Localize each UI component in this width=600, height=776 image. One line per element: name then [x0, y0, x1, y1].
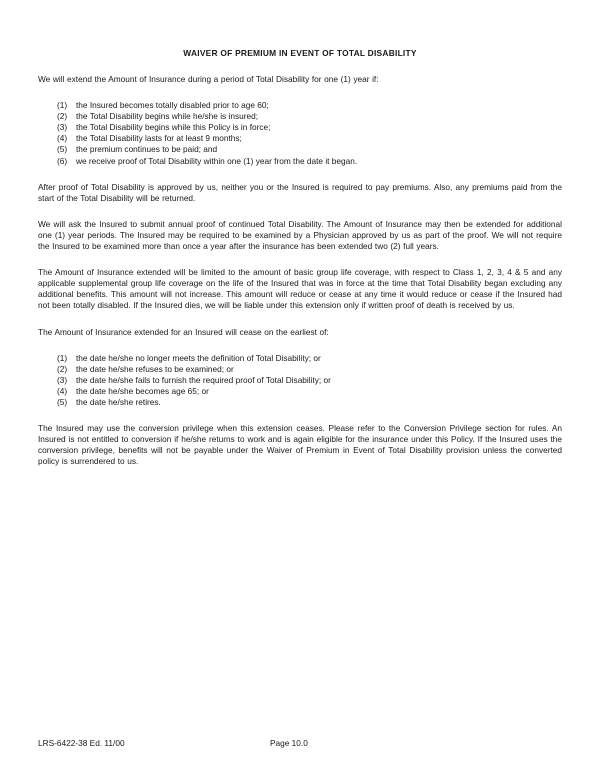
list-item-text: the Total Disability begins while he/she is insured;	[76, 111, 259, 122]
cease-conditions-list	[38, 353, 562, 408]
paragraph-amount-limit: The Amount of Insurance extended will be limited to the amount of basic group life coverage, with respect to Class 1, 2, 3, 4 & 5 and any applicable supplemental group life coverage on the life of the Insured that was in force at the time that Total Disability began excluding any additional benefits. This amount will not increase. This amount will reduce or cease at any time it would reduce or cease if the Insured had not been totally disabled. If the Insured dies, we will be liable under this extension only if written proof of death is received by us.	[38, 267, 562, 311]
list-item	[38, 100, 562, 111]
list-item-text: the Insured becomes totally disabled prior to age 60;	[76, 100, 269, 111]
list-item-text: the Total Disability lasts for at least 9 months;	[76, 133, 242, 144]
list-item-text: the date he/she refuses to be examined; or	[76, 363, 234, 374]
list-item	[38, 156, 562, 167]
list-marker: (1)	[57, 100, 68, 111]
list-item-text: we receive proof of Total Disability within one (1) year from the date it began.	[76, 155, 358, 166]
list-item	[38, 353, 562, 364]
list-marker: (2)	[57, 111, 68, 122]
list-marker: (6)	[57, 155, 68, 166]
list-item-text: the Total Disability begins while this Policy is in force;	[76, 122, 271, 133]
list-item-text: the date he/she fails to furnish the required proof of Total Disability; or	[76, 374, 331, 385]
intro-paragraph: We will extend the Amount of Insurance during a period of Total Disability for one (1) year if:	[38, 74, 379, 84]
list-marker: (3)	[57, 122, 68, 133]
list-item	[38, 397, 562, 408]
list-item	[38, 122, 562, 133]
paragraph-after-proof: After proof of Total Disability is approved by us, neither you or the Insured is required to pay premiums. Also, any premiums paid from the start of the Total Disability will be returned.	[38, 181, 562, 203]
list-item	[38, 144, 562, 155]
form-number: LRS-6422-38 Ed. 11/00	[38, 738, 125, 748]
list-marker: (2)	[57, 363, 68, 374]
document-body	[38, 48, 562, 467]
list-marker: (5)	[57, 144, 68, 155]
paragraph-annual-proof: We will ask the Insured to submit annual proof of continued Total Disability. The Amount of Insurance may then be extended for additional one (1) year periods. The Insured may be required to be examined by a Physician approved by us as part of the proof. We will not require the Insured to be examined more than once a year after the insurance has been extended two (2) full years.	[38, 218, 562, 252]
list-item-text: the date he/she retires.	[76, 396, 161, 407]
list-marker: (4)	[57, 133, 68, 144]
list-item-text: the date he/she becomes age 65; or	[76, 385, 209, 396]
list-item	[38, 386, 562, 397]
list-marker: (5)	[57, 396, 68, 407]
list-item	[38, 111, 562, 122]
cease-intro-paragraph: The Amount of Insurance extended for an Insured will cease on the earliest of:	[38, 326, 329, 337]
conditions-list	[38, 100, 562, 167]
paragraph-conversion: The Insured may use the conversion privilege when this extension ceases. Please refer to the Conversion Privilege section for rules. An Insured is not entitled to conversion if he/she returns to work and is again eligible for the insurance under this Policy. If the Insured uses the conversion privilege, benefits will not be payable under the Waiver of Premium in Event of Total Disability provision unless the converted policy is surrendered to us.	[38, 423, 562, 467]
list-marker: (3)	[57, 374, 68, 385]
list-item-text: the date he/she no longer meets the definition of Total Disability; or	[76, 352, 321, 363]
list-marker: (4)	[57, 385, 68, 396]
page-number: Page 10.0	[270, 738, 308, 748]
list-item	[38, 364, 562, 375]
list-marker: (1)	[57, 352, 68, 363]
list-item-text: the premium continues to be paid; and	[76, 144, 218, 155]
page-title: WAIVER OF PREMIUM IN EVENT OF TOTAL DISABILITY	[183, 48, 417, 58]
list-item	[38, 375, 562, 386]
list-item	[38, 133, 562, 144]
